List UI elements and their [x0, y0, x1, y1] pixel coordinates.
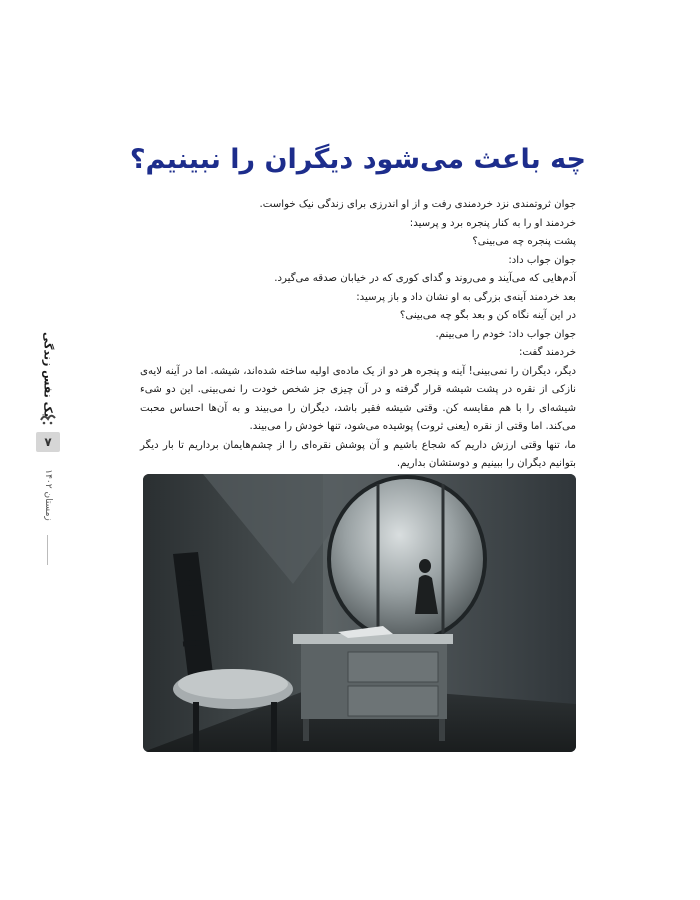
paragraph: خردمند گفت: [518, 347, 576, 358]
paragraph: جوان جواب داد: [508, 254, 576, 266]
paragraph: دیگر، دیگران را نمی‌بینی! آینه و پنجره هر دو از یک ماده‌ی اولیه ساخته شده‌اند، شیشه. اما در آینه لایه‌ی نازکی از نقره در پشت شیشه قرار گرفته و در آن چیزی جز شخص خودت را نمی‌بینی. این دو شیء شیشه‌ای را با هم مقایسه کن. وقتی شیشه فقیر باشد، دیگران را می‌بیند و به آن‌ها احساس محبت می‌کند. اما وقتی از نقره (یعنی ثروت) پوشیده می‌شود، تنها خودش را می‌بیند. [140, 365, 576, 432]
paragraph: پشت پنجره چه می‌بینی؟ [472, 236, 576, 247]
article-title: چه باعث می‌شود دیگران را نبینیم؟ [129, 144, 586, 175]
issue-label: زمستان ۱۴۰۲ [43, 469, 53, 521]
paragraph: بعد خردمند آینه‌ی بزرگی به او نشان داد و باز پرسید: [356, 291, 576, 303]
page-number: ۷ [36, 432, 60, 452]
hamdam-logo-icon [39, 410, 57, 426]
room-mirror-illustration [143, 474, 576, 752]
paragraph: در این آینه نگاه کن و بعد بگو چه می‌بینی؟ [399, 310, 576, 321]
margin-strip [28, 330, 68, 560]
margin-divider [47, 535, 48, 565]
article-body [140, 196, 576, 474]
paragraph: خردمند او را به کنار پنجره برد و پرسید: [409, 217, 576, 229]
section-title: یک نفس زندگی [41, 332, 55, 417]
paragraph: جوان جواب داد: خودم را می‌بینم. [435, 328, 576, 340]
paragraph: آدم‌هایی که می‌آیند و می‌روند و گدای کوری که در خیابان صدقه می‌گیرد. [274, 273, 576, 284]
article-photo [143, 474, 576, 752]
paragraph: جوان ثروتمندی نزد خردمندی رفت و از او اندرزی برای زندگی نیک خواست. [259, 199, 576, 210]
paragraph: ما، تنها وقتی ارزش داریم که شجاع باشیم و آن پوشش نقره‌ای را از چشم‌هایمان برداریم تا بار دیگر بتوانیم دیگران را ببینیم و دوستشان بداریم. [140, 439, 576, 469]
